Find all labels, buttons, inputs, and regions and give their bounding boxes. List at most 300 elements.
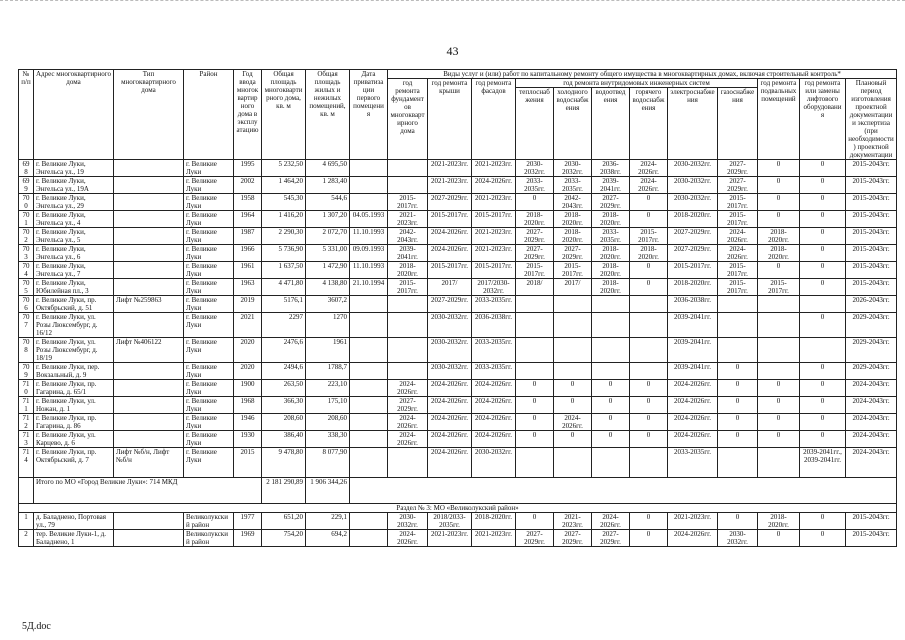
page-top-border: [0, 0, 905, 4]
table-cell: 2015-2017гг.: [668, 262, 718, 279]
table-cell: 706: [19, 296, 34, 313]
table-cell: 2015-2017гг.: [428, 262, 472, 279]
table-cell: 544,6: [306, 194, 350, 211]
table-cell: 2018-2020гг.: [592, 245, 630, 262]
header-total-area: Общая площадь многоквартирного дома, кв. м: [262, 70, 306, 160]
table-cell: 754,20: [262, 530, 306, 547]
table-cell: 2024-2026гг.: [388, 414, 428, 431]
table-cell: 4 471,80: [262, 279, 306, 296]
table-cell: г. Великие Луки: [184, 431, 234, 448]
table-cell: 2021-2023гг.: [472, 194, 516, 211]
table-cell: 2027-2029гг.: [388, 397, 428, 414]
table-cell: 5176,1: [262, 296, 306, 313]
table-cell: 2024-2026гг.: [472, 177, 516, 194]
table-cell: [114, 245, 184, 262]
table-cell: 2018-2020гг.: [758, 513, 800, 530]
table-cell: г. Великие Луки: [184, 279, 234, 296]
table-cell: 5 232,50: [262, 160, 306, 177]
table-cell: 1788,7: [306, 363, 350, 380]
table-cell: 09.09.1993: [350, 245, 388, 262]
table-row: [19, 513, 897, 530]
table-cell: 710: [19, 380, 34, 397]
table-cell: 2021-2023гг.: [388, 211, 428, 228]
table-cell: 11.10.1993: [350, 228, 388, 245]
table-cell: 2017/: [428, 279, 472, 296]
table-cell: 2018-2020гг.: [472, 513, 516, 530]
table-cell: г. Великие Луки, Энгельса ул., 5: [34, 228, 114, 245]
table-cell: [554, 296, 592, 313]
table-cell: 2033-2035гг.: [472, 338, 516, 363]
table-cell: Лифт №406122: [114, 338, 184, 363]
header-planned-period: Плановый период изготовления проектной документации и экспертиза (при необходимости) проектной документации: [846, 79, 897, 160]
table-cell: 2015-2017гг.: [472, 211, 516, 228]
table-cell: 703: [19, 245, 34, 262]
table-row: [19, 262, 897, 279]
table-cell: 1 472,90: [306, 262, 350, 279]
table-cell: 0: [516, 513, 554, 530]
capital-repair-register-table: [18, 69, 897, 547]
table-cell: [516, 338, 554, 363]
table-cell: г. Великие Луки: [184, 414, 234, 431]
table-cell: 0: [800, 279, 846, 296]
table-cell: [114, 160, 184, 177]
table-cell: 0: [630, 380, 668, 397]
table-cell: 1995: [234, 160, 262, 177]
table-cell: 2027-2029гг.: [668, 228, 718, 245]
table-row: [19, 211, 897, 228]
table-cell: 0: [758, 431, 800, 448]
header-works: Виды услуг и (или) работ по капитальному ремонту общего имущества в многоквартирных домах, включая строительный контроль*: [388, 70, 897, 79]
table-cell: г. Великие Луки, пр. Гагарина, д. 86: [34, 414, 114, 431]
table-cell: 2015-2043гг.: [846, 177, 897, 194]
table-cell: г. Великие Луки, Энгельса ул., 7: [34, 262, 114, 279]
table-cell: 0: [800, 211, 846, 228]
table-cell: 2015-2043гг.: [846, 279, 897, 296]
table-cell: 2029-2043гг.: [846, 363, 897, 380]
table-cell: 1 416,20: [262, 211, 306, 228]
table-cell: 2297: [262, 313, 306, 338]
table-cell: 0: [516, 431, 554, 448]
table-cell: 0: [800, 262, 846, 279]
table-cell: 2036-2038гг.: [592, 160, 630, 177]
table-cell: [114, 380, 184, 397]
table-cell: 5 331,00: [306, 245, 350, 262]
table-cell: 2027-2029гг.: [516, 245, 554, 262]
header-living-area: Общая площадь жилых и нежилых помещений, кв. м: [306, 70, 350, 160]
table-cell: 2021-2023гг.: [472, 530, 516, 547]
table-cell: 2033-2035гг.: [592, 228, 630, 245]
table-cell: 2024-2043гг.: [846, 448, 897, 478]
table-cell: 0: [758, 530, 800, 547]
table-cell: 545,30: [262, 194, 306, 211]
table-cell: 2024-2026гг.: [428, 431, 472, 448]
table-cell: [388, 160, 428, 177]
table-cell: 2018/: [516, 279, 554, 296]
table-cell: [388, 448, 428, 478]
table-cell: 2024-2026гг.: [668, 397, 718, 414]
header-num: № п/п: [19, 70, 34, 160]
table-cell: 0: [800, 160, 846, 177]
table-cell: [388, 313, 428, 338]
table-cell: 0: [630, 194, 668, 211]
table-cell: 0: [718, 363, 758, 380]
table-cell: 0: [800, 431, 846, 448]
table-cell: г. Великие Луки: [184, 448, 234, 478]
table-cell: 1 283,40: [306, 177, 350, 194]
table-cell: [350, 414, 388, 431]
table-cell: 2018-2020гг.: [554, 211, 592, 228]
table-cell: [554, 448, 592, 478]
table-cell: г. Великие Луки, ул. Карцево, д. 6: [34, 431, 114, 448]
table-cell: [350, 431, 388, 448]
table-cell: 2018-2020гг.: [554, 228, 592, 245]
table-cell: 2030-2032гг.: [516, 160, 554, 177]
table-cell: [758, 338, 800, 363]
table-cell: 04.05.1993: [350, 211, 388, 228]
table-cell: 2015-2017гг.: [718, 211, 758, 228]
table-cell: 2024-2026гг.: [388, 380, 428, 397]
table-cell: 0: [758, 160, 800, 177]
table-cell: 0: [516, 380, 554, 397]
section-title: Раздел № 3: МО «Великолукский район»: [19, 504, 897, 513]
table-cell: [114, 431, 184, 448]
table-cell: 1964: [234, 211, 262, 228]
table-cell: 208,60: [262, 414, 306, 431]
table-cell: д. Баладнено, Портовая ул., 79: [34, 513, 114, 530]
table-cell: 2021-2023гг.: [472, 160, 516, 177]
table-row: [19, 338, 897, 363]
table-cell: 0: [630, 530, 668, 547]
table-cell: 2021-2023гг.: [668, 513, 718, 530]
table-cell: 713: [19, 431, 34, 448]
table-cell: [630, 363, 668, 380]
table-cell: 704: [19, 262, 34, 279]
table-cell: 263,50: [262, 380, 306, 397]
table-row: [19, 448, 897, 478]
table-cell: 2027-2029гг.: [428, 194, 472, 211]
table-cell: 2029-2043гг.: [846, 338, 897, 363]
table-cell: 2494,6: [262, 363, 306, 380]
table-cell: 2018-2020гг.: [388, 262, 428, 279]
table-cell: 1958: [234, 194, 262, 211]
table-cell: 1963: [234, 279, 262, 296]
table-cell: 2024-2043гг.: [846, 414, 897, 431]
header-basement: год ремонта подвальных помещений: [758, 79, 800, 160]
table-cell: 2017/2030-2032гг.: [472, 279, 516, 296]
table-cell: [350, 313, 388, 338]
table-cell: 0: [718, 431, 758, 448]
table-cell: г. Великие Луки: [184, 194, 234, 211]
table-cell: г. Великие Луки: [184, 338, 234, 363]
table-cell: 0: [800, 380, 846, 397]
table-cell: 2024-2026гг.: [554, 414, 592, 431]
table-cell: 2042-2043гг.: [388, 228, 428, 245]
table-cell: 229,1: [306, 513, 350, 530]
table-cell: 0: [592, 431, 630, 448]
table-cell: 711: [19, 397, 34, 414]
table-cell: 2015-2017гг.: [630, 228, 668, 245]
table-cell: г. Великие Луки: [184, 380, 234, 397]
table-cell: [114, 262, 184, 279]
table-row: [19, 279, 897, 296]
table-cell: 223,10: [306, 380, 350, 397]
table-cell: 705: [19, 279, 34, 296]
table-cell: 2029-2043гг.: [846, 313, 897, 338]
table-cell: [718, 448, 758, 478]
table-cell: [758, 448, 800, 478]
table-cell: [630, 448, 668, 478]
table-cell: 2030-2032гг.: [428, 313, 472, 338]
header-internal-systems: год ремонта внутридомовых инженерных систем: [516, 79, 758, 88]
table-cell: 1270: [306, 313, 350, 338]
table-cell: 0: [630, 279, 668, 296]
table-cell: 2017/: [554, 279, 592, 296]
table-cell: г. Великие Луки: [184, 296, 234, 313]
table-cell: 0: [554, 431, 592, 448]
table-cell: 0: [800, 513, 846, 530]
table-cell: [592, 313, 630, 338]
table-cell: 2015: [234, 448, 262, 478]
table-cell: г. Великие Луки, ул. Розы Люксембург, д. 16/12: [34, 313, 114, 338]
table-cell: 2021-2023гг.: [472, 228, 516, 245]
table-cell: 2024-2026гг.: [428, 228, 472, 245]
table-cell: 0: [516, 397, 554, 414]
table-cell: 2024-2026гг.: [428, 448, 472, 478]
header-electric: электроснабжения: [668, 88, 718, 160]
table-cell: [630, 338, 668, 363]
table-cell: [350, 380, 388, 397]
table-cell: 700: [19, 194, 34, 211]
table-cell: 0: [800, 363, 846, 380]
table-cell: [592, 338, 630, 363]
table-cell: [114, 530, 184, 547]
table-cell: [554, 338, 592, 363]
table-cell: 2039-2041гг., 2039-2041гг.: [800, 448, 846, 478]
table-cell: 2024-2026гг.: [718, 228, 758, 245]
table-cell: [114, 211, 184, 228]
table-cell: 2018-2020гг.: [592, 211, 630, 228]
header-heat: теплоснабжения: [516, 88, 554, 160]
table-cell: 2015-2043гг.: [846, 228, 897, 245]
table-cell: 2018-2020гг.: [668, 279, 718, 296]
table-cell: 709: [19, 363, 34, 380]
header-cold-water: холодного водоснабжения: [554, 88, 592, 160]
table-cell: 701: [19, 211, 34, 228]
table-cell: 2015-2043гг.: [846, 245, 897, 262]
table-cell: 2030-2032гг.: [668, 160, 718, 177]
table-cell: 2015-2017гг.: [428, 211, 472, 228]
table-cell: 2033-2035гг.: [472, 363, 516, 380]
table-cell: [114, 363, 184, 380]
table-cell: 2027-2029гг.: [428, 296, 472, 313]
table-cell: 2027-2029гг.: [554, 530, 592, 547]
table-cell: 708: [19, 338, 34, 363]
table-cell: 2015-2043гг.: [846, 211, 897, 228]
table-cell: 0: [630, 211, 668, 228]
table-cell: [350, 530, 388, 547]
table-cell: 2018-2020гг.: [630, 245, 668, 262]
header-sewer: водоотведения: [592, 88, 630, 160]
table-cell: 0: [758, 177, 800, 194]
total-label: Итого по МО «Город Великие Луки»: 714 МКД: [34, 478, 262, 504]
table-cell: 2039-2041гг.: [668, 313, 718, 338]
table-row: [19, 313, 897, 338]
table-cell: 2030-2032гг.: [554, 160, 592, 177]
table-cell: 3607,2: [306, 296, 350, 313]
table-cell: 2015-2017гг.: [718, 262, 758, 279]
table-cell: 2039-2041гг.: [592, 177, 630, 194]
table-cell: [114, 397, 184, 414]
table-cell: Великолукский район: [184, 530, 234, 547]
table-cell: [114, 228, 184, 245]
table-cell: 707: [19, 313, 34, 338]
table-cell: 0: [718, 380, 758, 397]
table-cell: 2024-2026гг.: [592, 513, 630, 530]
table-cell: 0: [758, 262, 800, 279]
table-cell: 0: [630, 397, 668, 414]
table-cell: [350, 513, 388, 530]
table-cell: 0: [758, 380, 800, 397]
header-hot-water: горячего водоснабжения: [630, 88, 668, 160]
table-cell: 0: [758, 397, 800, 414]
table-cell: 0: [800, 397, 846, 414]
table-cell: [592, 296, 630, 313]
table-cell: 702: [19, 228, 34, 245]
table-cell: 2024-2026гг.: [630, 160, 668, 177]
table-cell: [800, 338, 846, 363]
table-cell: 0: [630, 431, 668, 448]
table-cell: 2024-2026гг.: [428, 245, 472, 262]
table-cell: 694,2: [306, 530, 350, 547]
table-cell: 2024-2026гг.: [472, 397, 516, 414]
table-cell: [718, 313, 758, 338]
table-cell: 0: [630, 513, 668, 530]
table-cell: 2033-2035гг.: [472, 296, 516, 313]
table-cell: г. Великие Луки, Энгельса ул., 4: [34, 211, 114, 228]
table-cell: [388, 338, 428, 363]
table-cell: 2024-2043гг.: [846, 431, 897, 448]
table-cell: 11.10.1993: [350, 262, 388, 279]
table-cell: 651,20: [262, 513, 306, 530]
table-cell: [388, 296, 428, 313]
table-cell: г. Великие Луки, ул. Ножан, д. 1: [34, 397, 114, 414]
table-cell: 2015-2043гг.: [846, 513, 897, 530]
table-cell: [114, 313, 184, 338]
table-cell: 2 290,30: [262, 228, 306, 245]
table-cell: 2024-2026гг.: [668, 530, 718, 547]
table-cell: 2015-2043гг.: [846, 160, 897, 177]
table-cell: г. Великие Луки: [184, 313, 234, 338]
table-cell: г. Великие Луки: [184, 363, 234, 380]
total-area-sum: 2 181 290,89: [262, 478, 306, 504]
table-cell: 0: [718, 414, 758, 431]
table-cell: 2020: [234, 338, 262, 363]
table-cell: [350, 363, 388, 380]
table-cell: [388, 363, 428, 380]
table-row: [19, 380, 897, 397]
table-cell: 1900: [234, 380, 262, 397]
table-cell: 712: [19, 414, 34, 431]
header-address: Адрес многоквартирного дома: [34, 70, 114, 160]
table-cell: 366,30: [262, 397, 306, 414]
table-cell: 2039-2041гг.: [668, 363, 718, 380]
table-cell: [800, 296, 846, 313]
table-cell: 175,10: [306, 397, 350, 414]
table-cell: 2018-2020гг.: [758, 245, 800, 262]
table-cell: 1966: [234, 245, 262, 262]
table-cell: 2018-2020гг.: [592, 279, 630, 296]
table-cell: 0: [630, 414, 668, 431]
living-area-sum: 1 906 344,26: [306, 478, 350, 504]
table-cell: 0: [516, 414, 554, 431]
table-cell: 2019: [234, 296, 262, 313]
table-cell: г. Великие Луки, Энгельса ул., 29: [34, 194, 114, 211]
table-cell: 4 695,50: [306, 160, 350, 177]
table-cell: 2018-2020гг.: [668, 211, 718, 228]
table-cell: 208,60: [306, 414, 350, 431]
table-cell: 0: [630, 262, 668, 279]
table-cell: 2024-2026гг.: [668, 431, 718, 448]
table-cell: 2024-2026гг.: [718, 245, 758, 262]
header-gas: газоснабжения: [718, 88, 758, 160]
table-cell: 0: [516, 194, 554, 211]
table-cell: [516, 313, 554, 338]
table-cell: 2 072,70: [306, 228, 350, 245]
table-cell: 338,30: [306, 431, 350, 448]
table-cell: [114, 194, 184, 211]
footer-filename: 5Д.doc: [22, 621, 51, 632]
table-cell: 2024-2026гг.: [668, 380, 718, 397]
page-number: 43: [446, 44, 459, 58]
table-cell: [350, 160, 388, 177]
header-roof: год ремонта крыши: [428, 79, 472, 160]
table-cell: [350, 397, 388, 414]
table-cell: г. Великие Луки: [184, 211, 234, 228]
table-cell: 1 464,20: [262, 177, 306, 194]
table-cell: [758, 313, 800, 338]
table-row: [19, 160, 897, 177]
table-cell: 1987: [234, 228, 262, 245]
table-row: [19, 296, 897, 313]
table-cell: [592, 363, 630, 380]
table-cell: 0: [592, 414, 630, 431]
table-cell: 2015-2043гг.: [846, 194, 897, 211]
table-cell: тер. Великие Луки-1, д. Баладнено, 1: [34, 530, 114, 547]
table-cell: [350, 177, 388, 194]
table-cell: 8 077,90: [306, 448, 350, 478]
table-cell: 2018-2020гг.: [758, 228, 800, 245]
table-cell: 2021-2023гг.: [428, 177, 472, 194]
table-cell: 2024-2026гг.: [428, 397, 472, 414]
table-cell: 1 307,20: [306, 211, 350, 228]
table-cell: 0: [800, 313, 846, 338]
table-cell: [516, 363, 554, 380]
table-cell: 0: [800, 177, 846, 194]
table-cell: [350, 338, 388, 363]
table-cell: 0: [554, 397, 592, 414]
table-cell: [630, 296, 668, 313]
table-cell: г. Великие Луки, пр. Октябрьский, д. 7: [34, 448, 114, 478]
table-cell: [758, 363, 800, 380]
table-cell: 2030-2032гг.: [668, 194, 718, 211]
table-cell: 2033-2035гг.: [668, 448, 718, 478]
table-row: [19, 228, 897, 245]
table-cell: 2030-2032гг.: [388, 513, 428, 530]
table-cell: 2030-2032гг.: [718, 530, 758, 547]
table-cell: 0: [592, 397, 630, 414]
table-cell: 0: [554, 380, 592, 397]
header-priv-date: Дата приватизации первого помещения: [350, 70, 388, 160]
